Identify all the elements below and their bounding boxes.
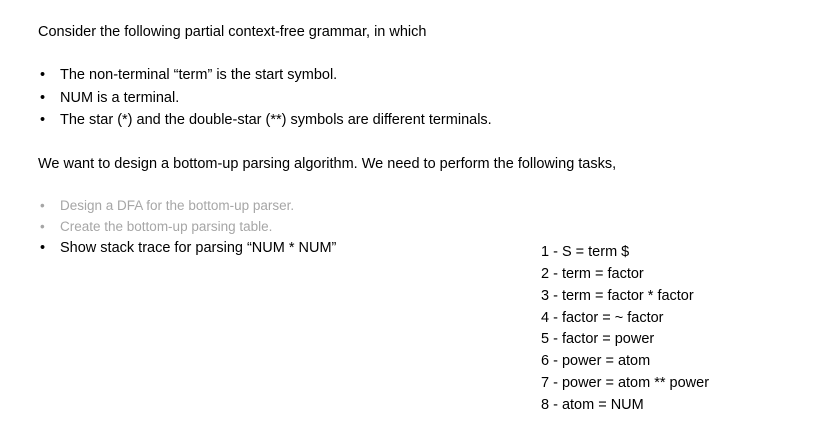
condition-item [40, 111, 492, 129]
bullet-icon: • [40, 198, 45, 213]
task-item [40, 239, 336, 257]
task-item [40, 218, 272, 236]
condition-item [40, 89, 179, 107]
condition-text: NUM is a terminal. [60, 90, 180, 106]
condition-item [40, 66, 337, 84]
grammar-rule: 1 - S = term $ [541, 244, 630, 260]
intro-text: Consider the following partial context-free grammar, in which [38, 24, 427, 40]
grammar-rule: 6 - power = atom [541, 353, 651, 369]
task-text: Create the bottom-up parsing table. [60, 219, 273, 234]
task-intro-text: We want to design a bottom-up parsing algorithm. We need to perform the following tasks, [38, 156, 617, 172]
bullet-icon: • [40, 240, 46, 256]
grammar-rule: 7 - power = atom ** power [541, 375, 710, 391]
grammar-rule: 2 - term = factor [541, 266, 644, 282]
task-text: Design a DFA for the bottom-up parser. [60, 198, 295, 213]
task-item [40, 197, 294, 215]
grammar-rule: 8 - atom = NUM [541, 397, 644, 413]
grammar-rule: 4 - factor = ~ factor [541, 310, 664, 326]
bullet-icon: • [40, 219, 45, 234]
task-text: Show stack trace for parsing “NUM * NUM” [60, 240, 337, 256]
condition-text: The star (*) and the double-star (**) symbols are different terminals. [60, 112, 492, 128]
grammar-rule: 5 - factor = power [541, 331, 655, 347]
bullet-icon: • [40, 90, 46, 106]
bullet-icon: • [40, 67, 46, 83]
bullet-icon: • [40, 112, 46, 128]
condition-text: The non-terminal “term” is the start symbol. [60, 67, 338, 83]
grammar-rule: 3 - term = factor * factor [541, 288, 694, 304]
